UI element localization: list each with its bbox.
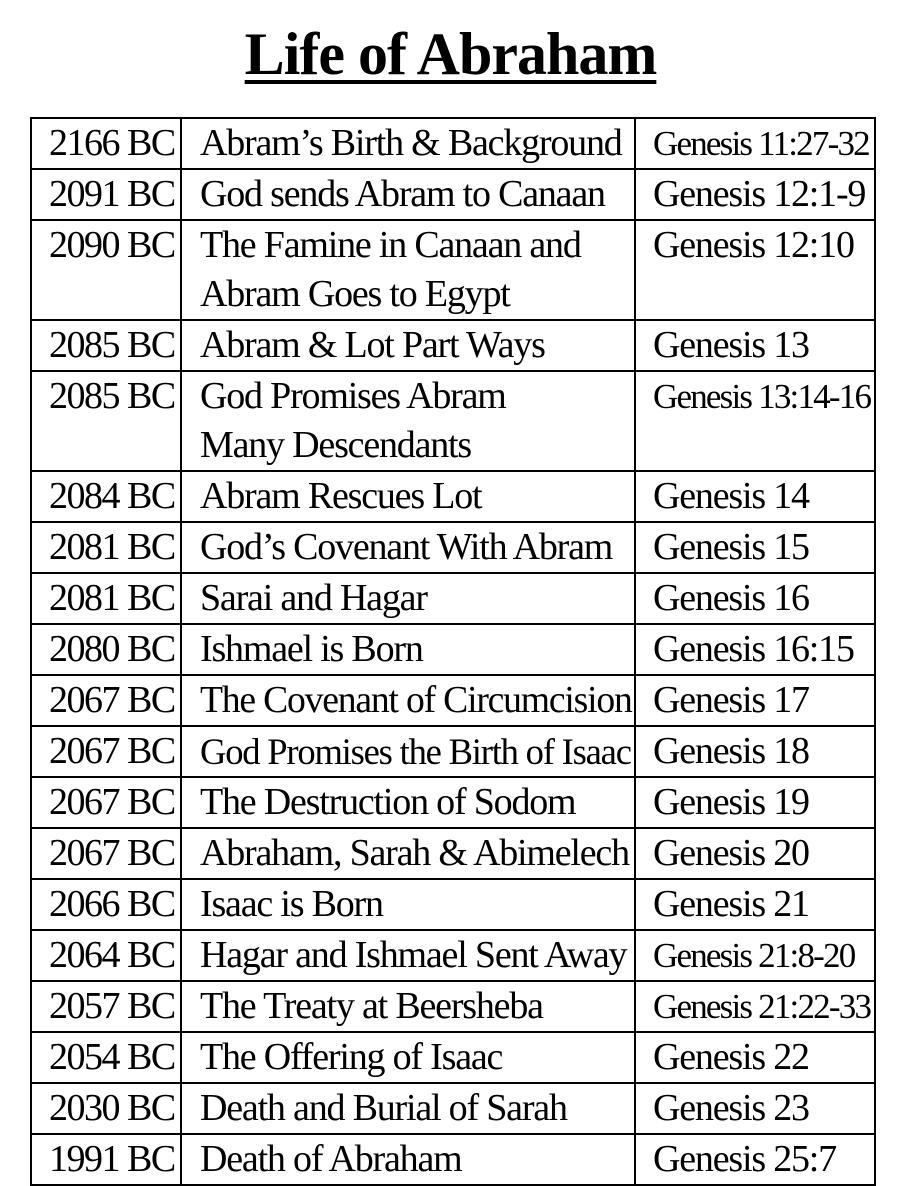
table-row — [31, 220, 875, 320]
table-row — [31, 471, 875, 522]
date-cell: 2054 BC — [31, 1032, 181, 1083]
event-text: The Treaty at Beersheba — [200, 985, 543, 1027]
table-row — [31, 930, 875, 981]
event-cell — [181, 169, 635, 220]
scripture-reference-cell: Genesis 18 — [635, 726, 875, 777]
scripture-reference-cell: Genesis 20 — [635, 828, 875, 879]
date-cell: 2081 BC — [31, 522, 181, 573]
event-cell — [181, 320, 635, 371]
event-cell — [181, 471, 635, 522]
event-cell — [181, 777, 635, 828]
scripture-reference-cell: Genesis 22 — [635, 1032, 875, 1083]
table-row — [31, 573, 875, 624]
event-text: Hagar and Ishmael Sent Away — [200, 934, 627, 976]
table-row — [31, 624, 875, 675]
date-cell: 2067 BC — [31, 828, 181, 879]
timeline-table-body — [31, 118, 875, 1185]
table-row — [31, 371, 875, 471]
event-text: God Promises the Birth of Isaac — [200, 731, 631, 772]
event-cell — [181, 118, 635, 169]
date-cell: 2091 BC — [31, 169, 181, 220]
event-cell — [181, 930, 635, 981]
event-text: God sends Abram to Canaan — [200, 173, 605, 215]
event-text: The Covenant of Circumcision — [200, 679, 632, 721]
scripture-reference-cell: Genesis 13 — [635, 320, 875, 371]
timeline-table — [30, 117, 876, 1186]
scripture-reference-cell: Genesis 14 — [635, 471, 875, 522]
table-row — [31, 777, 875, 828]
scripture-reference-cell: Genesis 21:8-20 — [635, 930, 875, 981]
event-cell — [181, 1134, 635, 1185]
scripture-reference-cell: Genesis 21 — [635, 879, 875, 930]
table-row — [31, 879, 875, 930]
table-row — [31, 675, 875, 726]
date-cell: 2067 BC — [31, 726, 181, 777]
event-text: The Famine in Canaan and — [200, 224, 581, 266]
date-cell: 2057 BC — [31, 981, 181, 1032]
event-text: Death of Abraham — [200, 1138, 462, 1180]
event-text: Sarai and Hagar — [200, 577, 427, 619]
event-text: Abram Rescues Lot — [200, 475, 482, 517]
page-title-text: Life of Abraham — [244, 21, 657, 87]
table-row — [31, 828, 875, 879]
event-text: God Promises Abram — [200, 375, 506, 417]
scripture-reference-cell: Genesis 16 — [635, 573, 875, 624]
event-cell — [181, 828, 635, 879]
table-row — [31, 1032, 875, 1083]
event-text: The Offering of Isaac — [200, 1036, 503, 1078]
event-cell — [181, 981, 635, 1032]
scripture-reference-cell: Genesis 23 — [635, 1083, 875, 1134]
table-row — [31, 522, 875, 573]
event-text: God’s Covenant With Abram — [200, 526, 613, 568]
date-cell: 1991 BC — [31, 1134, 181, 1185]
date-cell: 2030 BC — [31, 1083, 181, 1134]
event-cell — [181, 522, 635, 573]
scripture-reference-cell: Genesis 11:27-32 — [635, 118, 875, 169]
event-cell — [181, 220, 635, 320]
table-row — [31, 1134, 875, 1185]
table-row — [31, 320, 875, 371]
date-cell: 2080 BC — [31, 624, 181, 675]
date-cell: 2166 BC — [31, 118, 181, 169]
scripture-reference-cell: Genesis 16:15 — [635, 624, 875, 675]
event-cell — [181, 726, 635, 777]
date-cell: 2085 BC — [31, 320, 181, 371]
scripture-reference-cell: Genesis 12:10 — [635, 220, 875, 320]
table-row — [31, 1083, 875, 1134]
scripture-reference-cell: Genesis 21:22-33 — [635, 981, 875, 1032]
date-cell: 2084 BC — [31, 471, 181, 522]
table-row — [31, 118, 875, 169]
event-cell — [181, 371, 635, 471]
date-cell: 2067 BC — [31, 675, 181, 726]
event-text: Many Descendants — [200, 424, 471, 466]
table-row — [31, 169, 875, 220]
event-text: Abram’s Birth & Background — [200, 122, 622, 164]
date-cell: 2090 BC — [31, 220, 181, 320]
date-cell: 2085 BC — [31, 371, 181, 471]
event-text: Abram Goes to Egypt — [200, 273, 510, 315]
scripture-reference-cell: Genesis 25:7 — [635, 1134, 875, 1185]
scripture-reference-cell: Genesis 15 — [635, 522, 875, 573]
scripture-reference-cell: Genesis 13:14-16 — [635, 371, 875, 471]
date-cell: 2081 BC — [31, 573, 181, 624]
event-text: Death and Burial of Sarah — [200, 1087, 567, 1129]
event-cell — [181, 1083, 635, 1134]
table-row — [31, 981, 875, 1032]
event-cell — [181, 879, 635, 930]
scripture-reference-cell: Genesis 17 — [635, 675, 875, 726]
scripture-reference-cell: Genesis 19 — [635, 777, 875, 828]
scripture-reference-cell: Genesis 12:1-9 — [635, 169, 875, 220]
event-cell — [181, 573, 635, 624]
event-cell — [181, 624, 635, 675]
table-row — [31, 726, 875, 777]
date-cell: 2067 BC — [31, 777, 181, 828]
page-title — [0, 18, 901, 90]
event-cell — [181, 675, 635, 726]
event-text: The Destruction of Sodom — [200, 781, 576, 823]
event-text: Abraham, Sarah & Abimelech — [200, 832, 629, 874]
date-cell: 2066 BC — [31, 879, 181, 930]
date-cell: 2064 BC — [31, 930, 181, 981]
event-text: Abram & Lot Part Ways — [200, 324, 545, 366]
event-text: Isaac is Born — [200, 883, 383, 925]
event-cell — [181, 1032, 635, 1083]
event-text: Ishmael is Born — [200, 628, 423, 670]
